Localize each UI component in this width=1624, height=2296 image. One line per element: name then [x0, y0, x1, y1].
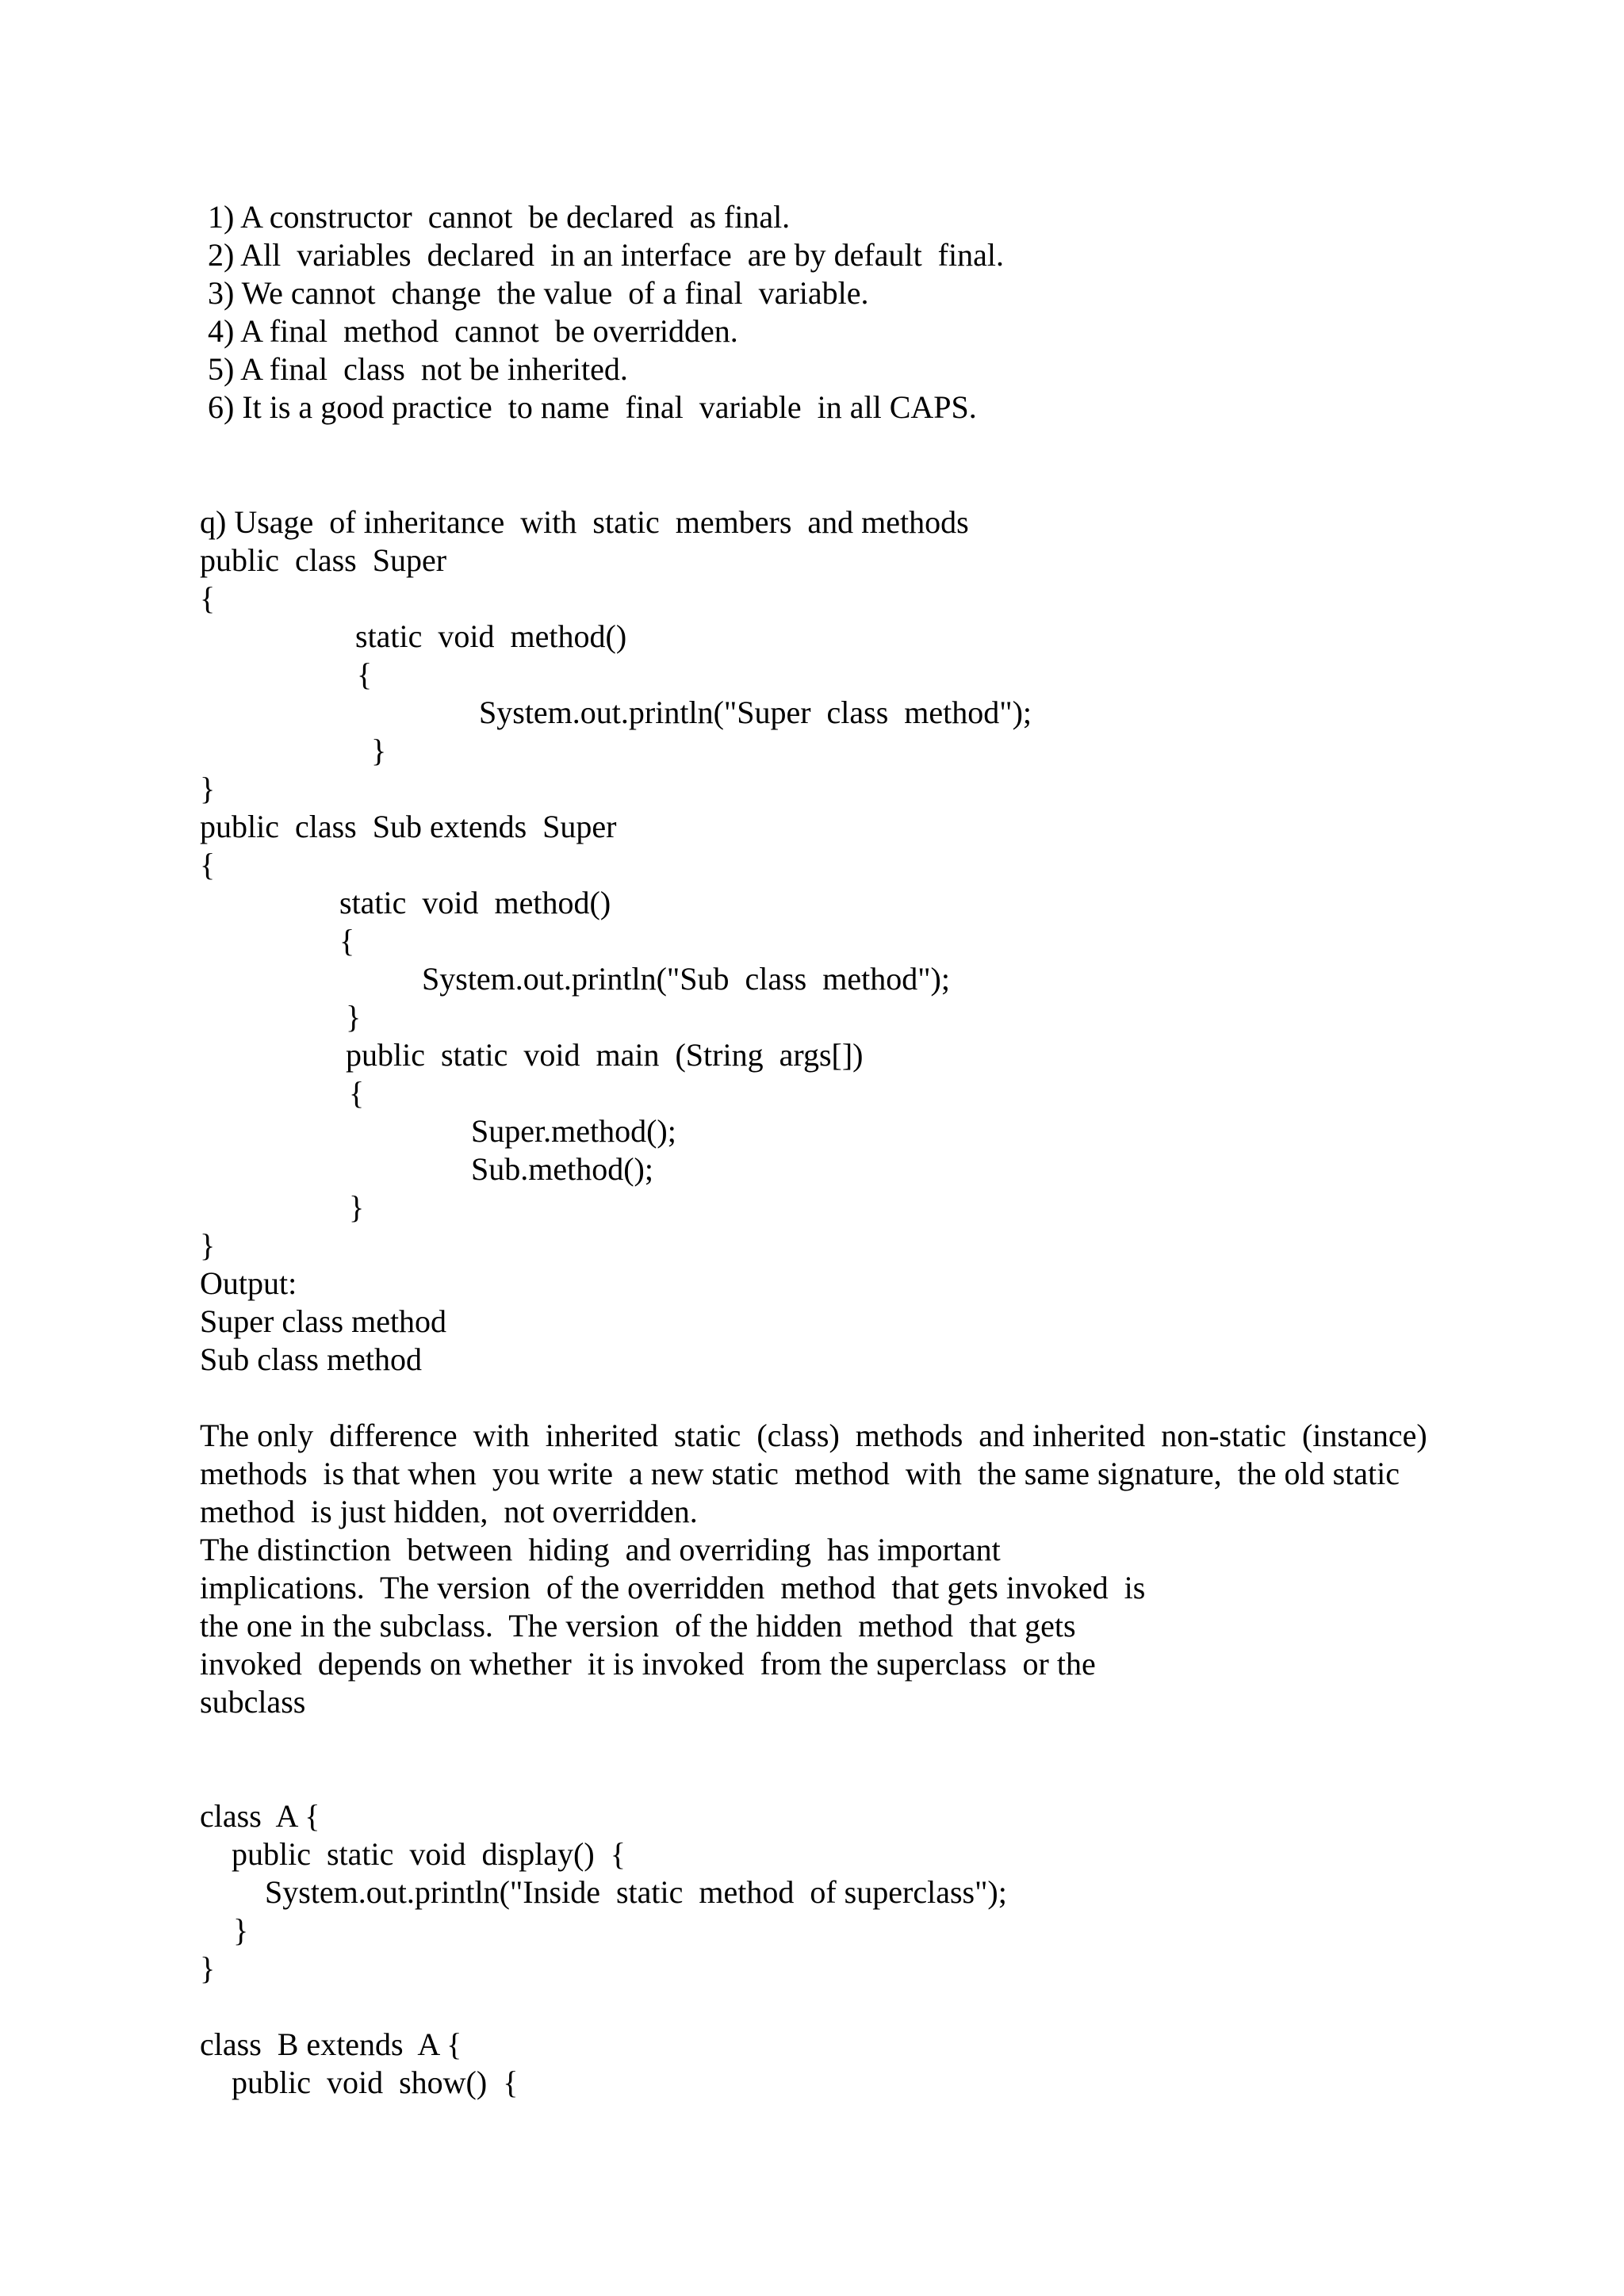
code-line: static void method(): [339, 885, 611, 920]
code-line: {: [357, 656, 373, 692]
list-item: 6) It is a good practice to name final variable in all CAPS.: [208, 389, 977, 425]
paragraph-line: methods is that when you write a new static method with the same signature, the old static: [200, 1456, 1400, 1491]
paragraph-line: method is just hidden, not overridden.: [200, 1494, 698, 1529]
paragraph-line: implications. The version of the overridden method that gets invoked is: [200, 1570, 1146, 1605]
code-line: class B extends A {: [200, 2026, 462, 2062]
paragraph-line: The distinction between hiding and overriding has important: [200, 1532, 1001, 1567]
code-line: {: [200, 847, 216, 882]
code-line: {: [349, 1075, 365, 1111]
output-label: Output:: [200, 1265, 297, 1301]
code-line: }: [200, 1227, 216, 1263]
code-line: {: [200, 580, 216, 616]
code-line: }: [349, 1189, 365, 1225]
code-line: static void method(): [355, 618, 627, 654]
paragraph-line: the one in the subclass. The version of the hidden method that gets: [200, 1608, 1076, 1644]
code-line: public class Sub extends Super: [200, 809, 617, 844]
list-item: 5) A final class not be inherited.: [208, 351, 628, 387]
code-line: }: [200, 1950, 216, 1986]
paragraph-line: The only difference with inherited static (class) methods and inherited non-static (instance): [200, 1418, 1427, 1453]
code-line: }: [371, 733, 387, 768]
code-line: }: [346, 999, 362, 1035]
code-line: }: [233, 1912, 249, 1948]
code-line: {: [339, 923, 355, 959]
code-line: class A {: [200, 1798, 320, 1834]
code-line: public void show() {: [232, 2064, 519, 2100]
code-line: public class Super: [200, 542, 447, 578]
code-line: public static void display() {: [232, 1836, 626, 1872]
paragraph-line: subclass: [200, 1684, 306, 1720]
code-line: Sub.method();: [471, 1151, 653, 1187]
code-line: Super.method();: [471, 1113, 676, 1149]
code-line: public static void main (String args[]): [346, 1037, 864, 1073]
code-line: }: [200, 771, 216, 806]
paragraph-line: invoked depends on whether it is invoked from the superclass or the: [200, 1646, 1096, 1682]
code-line: System.out.println("Inside static method of superclass");: [265, 1874, 1007, 1910]
output-line: Sub class method: [200, 1341, 422, 1377]
list-item: 4) A final method cannot be overridden.: [208, 313, 738, 349]
code-line: System.out.println("Sub class method");: [422, 961, 950, 997]
code-line: System.out.println("Super class method");: [479, 695, 1032, 730]
section-heading: q) Usage of inheritance with static members and methods: [200, 504, 969, 540]
list-item: 3) We cannot change the value of a final variable.: [208, 275, 869, 311]
output-line: Super class method: [200, 1303, 447, 1339]
list-item: 1) A constructor cannot be declared as final.: [208, 199, 791, 235]
list-item: 2) All variables declared in an interface are by default final.: [208, 237, 1004, 273]
